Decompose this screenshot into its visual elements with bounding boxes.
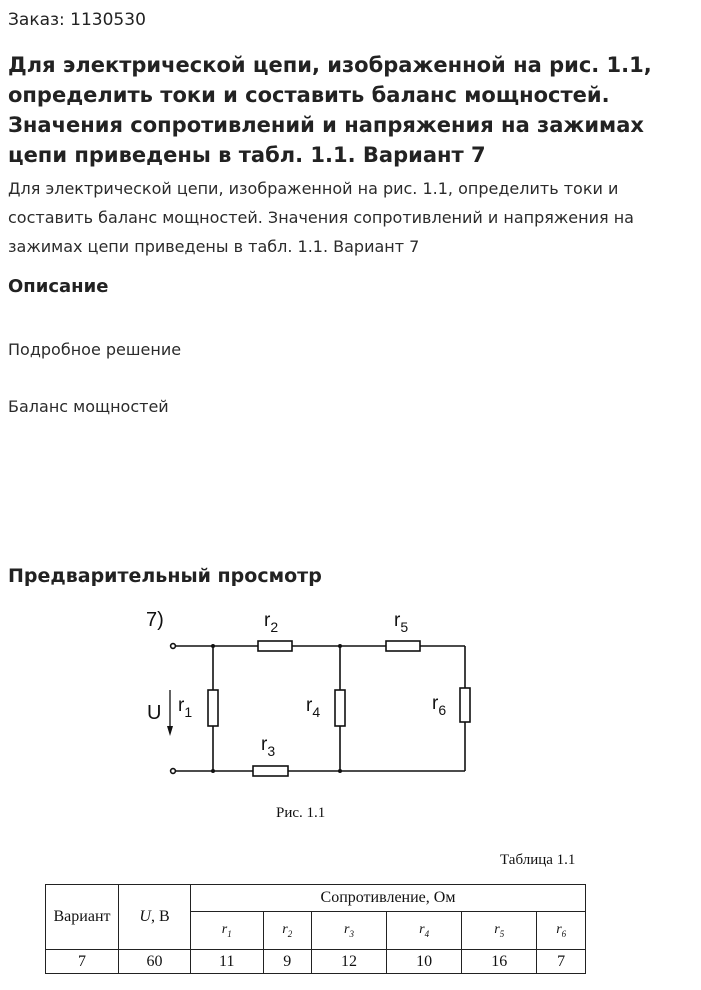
header-resistance: Сопротивление, Ом [191, 885, 586, 912]
cell-r2: 9 [263, 950, 311, 974]
terminal-bottom [171, 769, 176, 774]
node [211, 644, 215, 648]
header-r5: $r_5$ [462, 912, 537, 950]
header-r1: $r_1$ [191, 912, 264, 950]
variant-label: 7) [146, 609, 164, 631]
label-r2: $r_2$ [264, 610, 279, 635]
cell-voltage: 60 [119, 950, 191, 974]
resistor-r2 [258, 641, 292, 651]
label-r6: $r_6$ [432, 693, 447, 718]
voltage-symbol: U [139, 908, 151, 925]
order-number: Заказ: 1130530 [8, 10, 146, 30]
label-r5: $r_5$ [394, 610, 409, 635]
node [338, 769, 342, 773]
table-row [46, 950, 586, 974]
header-variant: Вариант [46, 885, 119, 950]
voltage-arrow-head [167, 726, 173, 736]
label-r4: $r_4$ [306, 695, 321, 720]
header-r4: $r_4$ [387, 912, 462, 950]
table-caption: Таблица 1.1 [500, 852, 576, 868]
voltage-label: U [147, 702, 162, 724]
label-r3: $r_3$ [261, 734, 276, 759]
header-voltage [119, 885, 191, 950]
resistor-r6 [460, 688, 470, 722]
resistor-r3 [253, 766, 288, 776]
task-text: Для электрической цепи, изображенной на рис. 1.1, определить токи и составить баланс мощностей. Значения сопротивлений и напряжения на зажимах цепи приведены в табл. 1.1. Вариант 7 [8, 179, 634, 256]
cell-r3: 12 [311, 950, 386, 974]
description-item-power-balance: Баланс мощностей [8, 397, 169, 416]
cell-r1: 11 [191, 950, 264, 974]
node [211, 769, 215, 773]
description-heading: Описание [8, 276, 109, 297]
header-r3: $r_3$ [311, 912, 386, 950]
values-table [45, 884, 586, 974]
resistor-r4 [335, 690, 345, 726]
cell-variant: 7 [46, 950, 119, 974]
node [338, 644, 342, 648]
resistor-r1 [208, 690, 218, 726]
cell-r5: 16 [462, 950, 537, 974]
header-r6: $r_6$ [537, 912, 586, 950]
cell-r6: 7 [537, 950, 586, 974]
page-title: Для электрической цепи, изображенной на рис. 1.1, определить токи и составить баланс мощностей. Значения сопротивлений и напряжения на зажимах цепи приведены в табл. 1.1. Вариант 7 [8, 53, 652, 167]
description-item-detailed-solution: Подробное решение [8, 340, 182, 359]
terminal-top [171, 644, 176, 649]
cell-r4: 10 [387, 950, 462, 974]
resistor-r5 [386, 641, 420, 651]
voltage-unit: , В [150, 908, 170, 925]
label-r1: $r_1$ [178, 695, 193, 720]
figure-caption: Рис. 1.1 [276, 805, 326, 821]
header-r2: $r_2$ [263, 912, 311, 950]
preview-heading: Предварительный просмотр [8, 565, 322, 587]
circuit-diagram [140, 598, 480, 783]
